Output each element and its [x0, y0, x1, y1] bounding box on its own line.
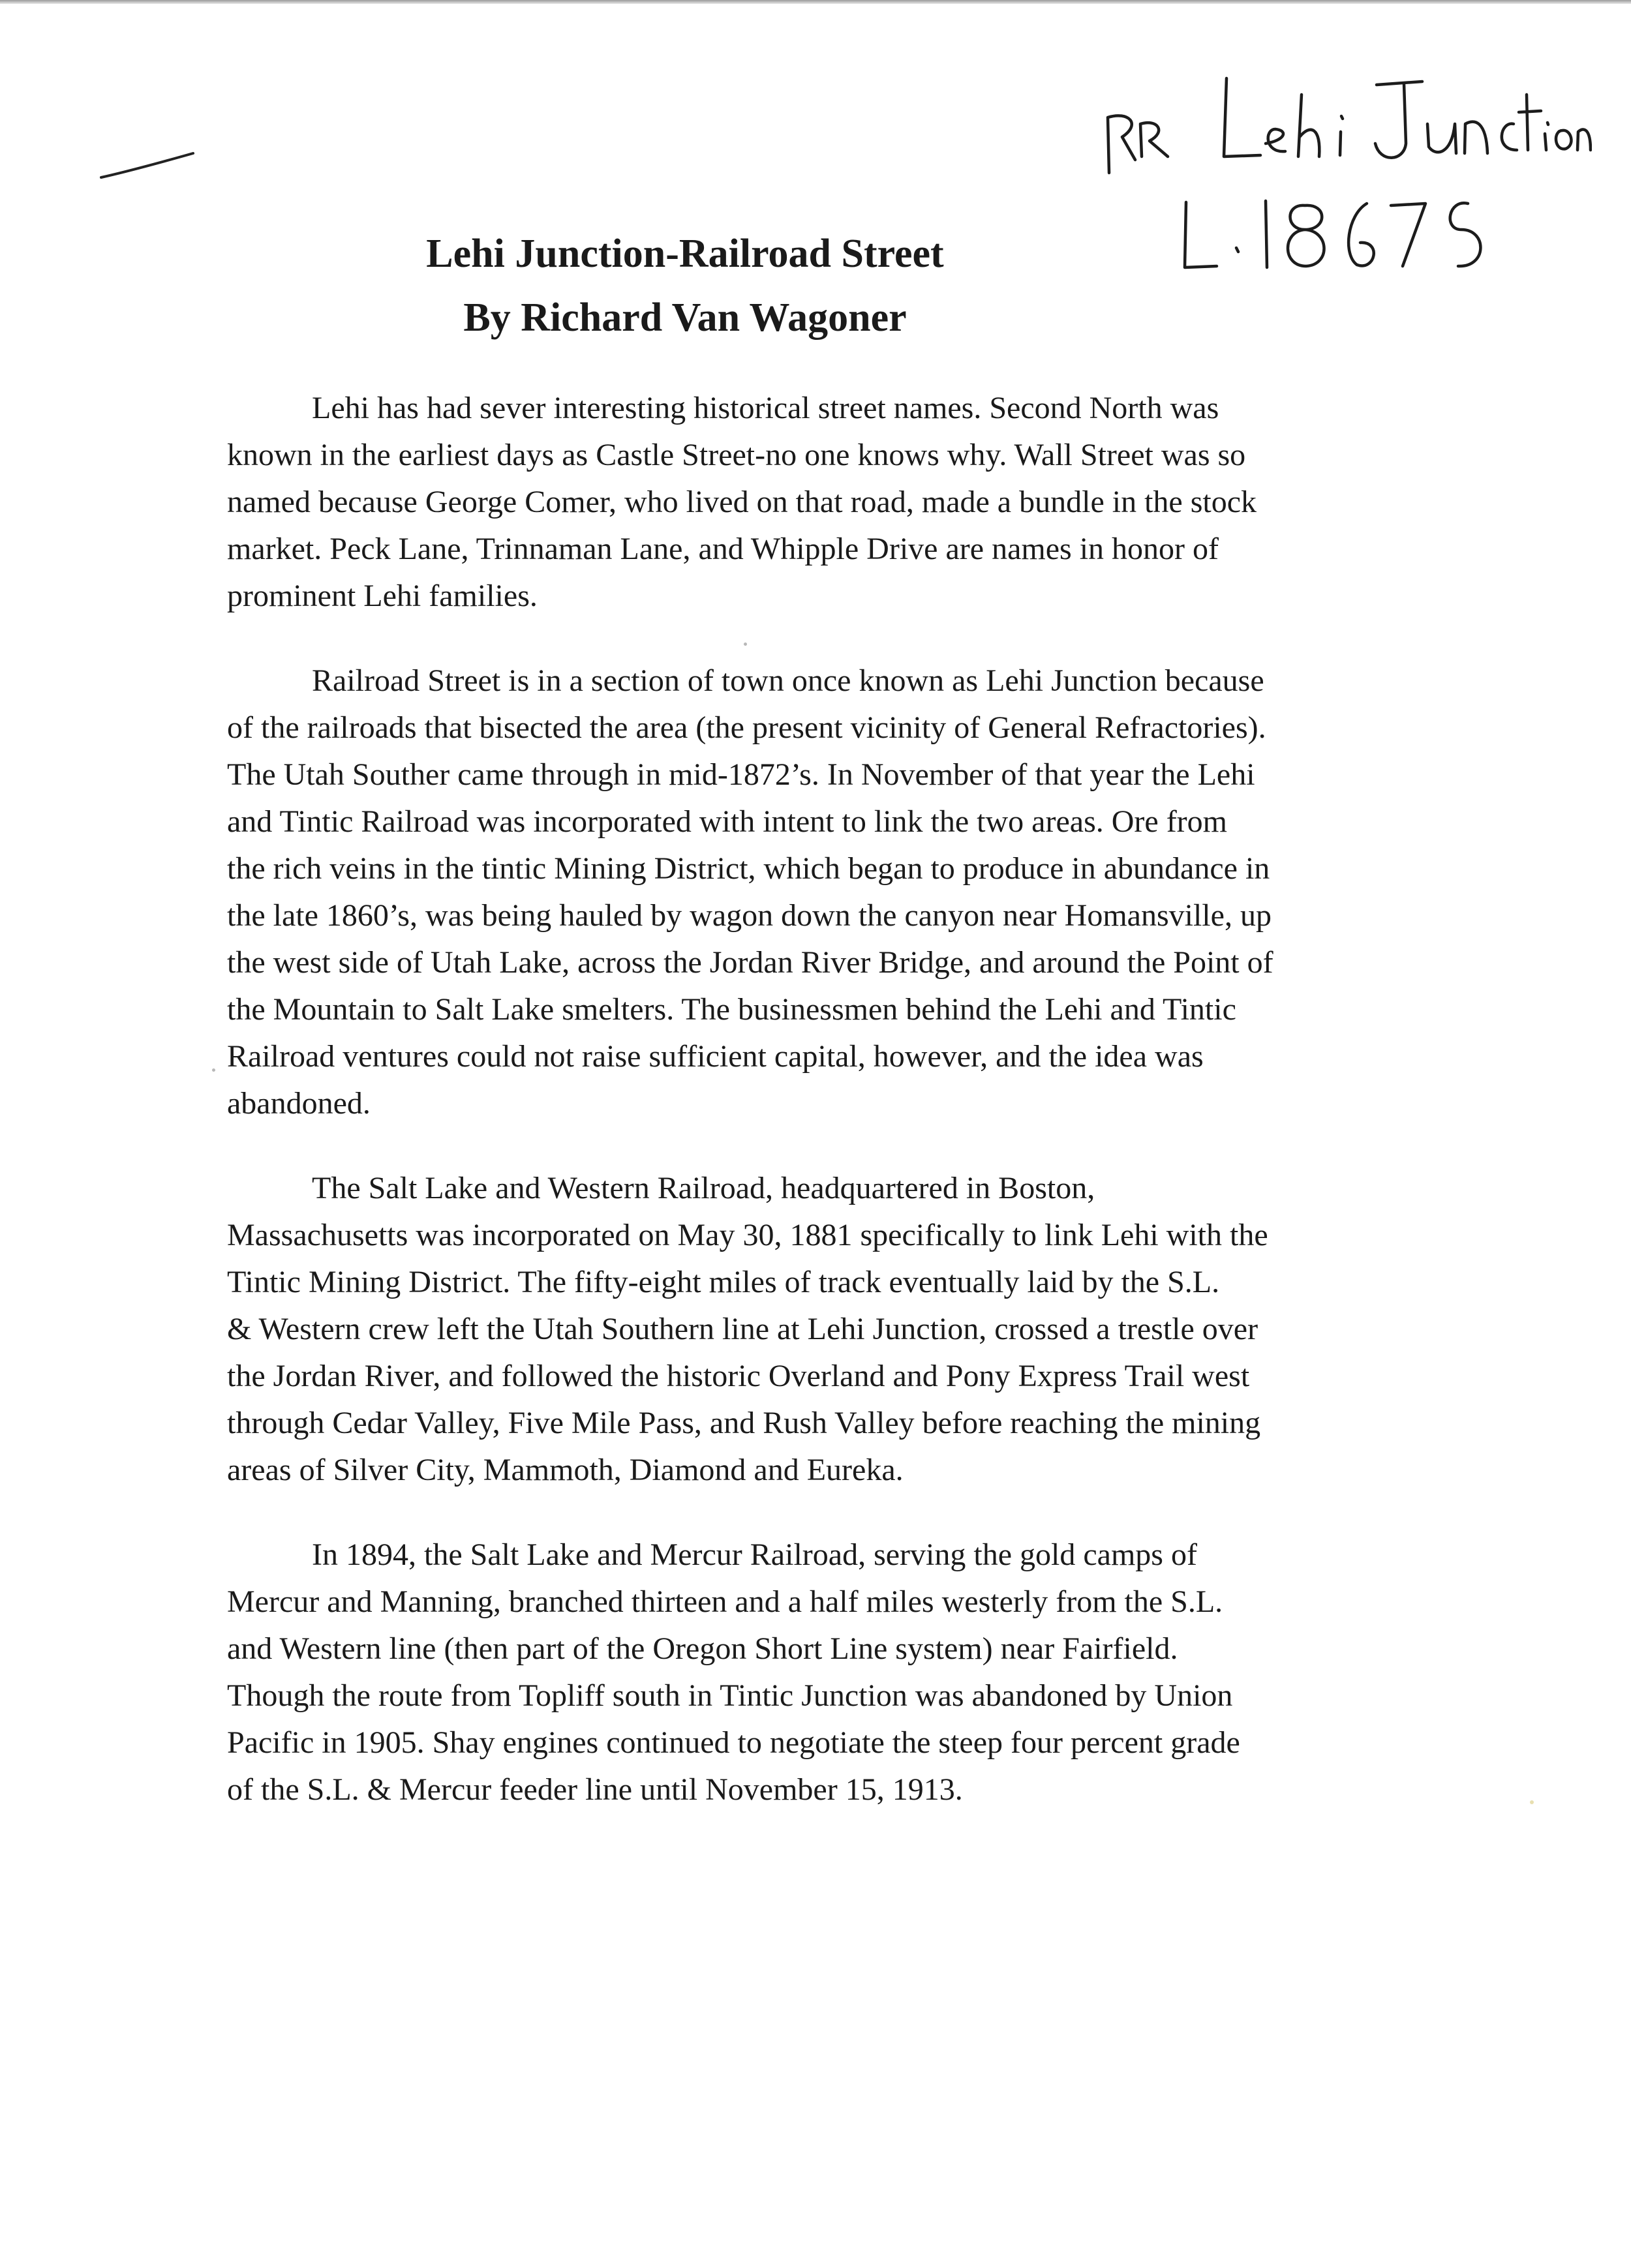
document-title — [0, 222, 1370, 350]
text-line: of the railroads that bisected the area (the present vicinity of General Refractories). — [227, 710, 1266, 745]
document-body — [227, 385, 1427, 1851]
text-line: named because George Comer, who lived on that road, made a bundle in the stock — [227, 485, 1257, 519]
text-line: Massachusetts was incorporated on May 30, 1881 specifically to link Lehi with the — [227, 1218, 1268, 1252]
text-line: Mercur and Manning, branched thirteen and a half miles westerly from the S.L. — [227, 1584, 1223, 1619]
text-line: market. Peck Lane, Trinnaman Lane, and Whipple Drive are names in honor of — [227, 532, 1219, 566]
pen-mark — [0, 0, 209, 196]
text-line: Lehi has had sever interesting historical street names. Second North was — [312, 391, 1219, 425]
title-line: Lehi Junction-Railroad Street — [426, 232, 944, 276]
text-line: the Mountain to Salt Lake smelters. The businessmen behind the Lehi and Tintic — [227, 992, 1236, 1027]
scan-speck — [1530, 1800, 1534, 1804]
paragraph — [227, 1532, 1427, 1813]
text-line: Though the route from Topliff south in Tintic Junction was abandoned by Union — [227, 1678, 1233, 1713]
text-line: the rich veins in the tintic Mining District, which began to produce in abundance in — [227, 851, 1270, 886]
text-line: Railroad ventures could not raise sufficient capital, however, and the idea was — [227, 1039, 1204, 1074]
text-line: The Utah Souther came through in mid-1872’s. In November of that year the Lehi — [227, 757, 1255, 792]
text-line: through Cedar Valley, Five Mile Pass, and Rush Valley before reaching the mining — [227, 1406, 1261, 1440]
author-byline: By Richard Van Wagoner — [463, 295, 907, 340]
paragraph — [227, 658, 1427, 1127]
text-line: Railroad Street is in a section of town once known as Lehi Junction because — [312, 663, 1264, 698]
text-line: In 1894, the Salt Lake and Mercur Railroad, serving the gold camps of — [312, 1537, 1197, 1572]
text-line: known in the earliest days as Castle Street-no one knows why. Wall Street was so — [227, 438, 1246, 472]
text-line: and Western line (then part of the Oregon Short Line system) near Fairfield. — [227, 1631, 1178, 1666]
text-line: the late 1860’s, was being hauled by wagon down the canyon near Homansville, up — [227, 898, 1272, 933]
text-line: the Jordan River, and followed the historic Overland and Pony Express Trail west — [227, 1359, 1250, 1393]
text-line: prominent Lehi families. — [227, 579, 538, 613]
text-line: the west side of Utah Lake, across the Jordan River Bridge, and around the Point of — [227, 945, 1273, 980]
text-line: areas of Silver City, Mammoth, Diamond and Eureka. — [227, 1453, 904, 1487]
text-line: of the S.L. & Mercur feeder line until November 15, 1913. — [227, 1772, 963, 1807]
paragraph — [227, 385, 1427, 620]
text-line: and Tintic Railroad was incorporated with intent to link the two areas. Ore from — [227, 804, 1227, 839]
text-line: The Salt Lake and Western Railroad, headquartered in Boston, — [312, 1171, 1095, 1205]
text-line: & Western crew left the Utah Southern line at Lehi Junction, crossed a trestle over — [227, 1312, 1258, 1346]
scan-speck — [212, 1068, 215, 1072]
text-line: Tintic Mining District. The fifty-eight miles of track eventually laid by the S.L. — [227, 1265, 1220, 1299]
scan-speck — [744, 643, 747, 646]
scan-top-edge — [0, 0, 1631, 4]
text-line: abandoned. — [227, 1086, 371, 1121]
text-line: Pacific in 1905. Shay engines continued to negotiate the steep four percent grade — [227, 1725, 1240, 1760]
paragraph — [227, 1165, 1427, 1494]
